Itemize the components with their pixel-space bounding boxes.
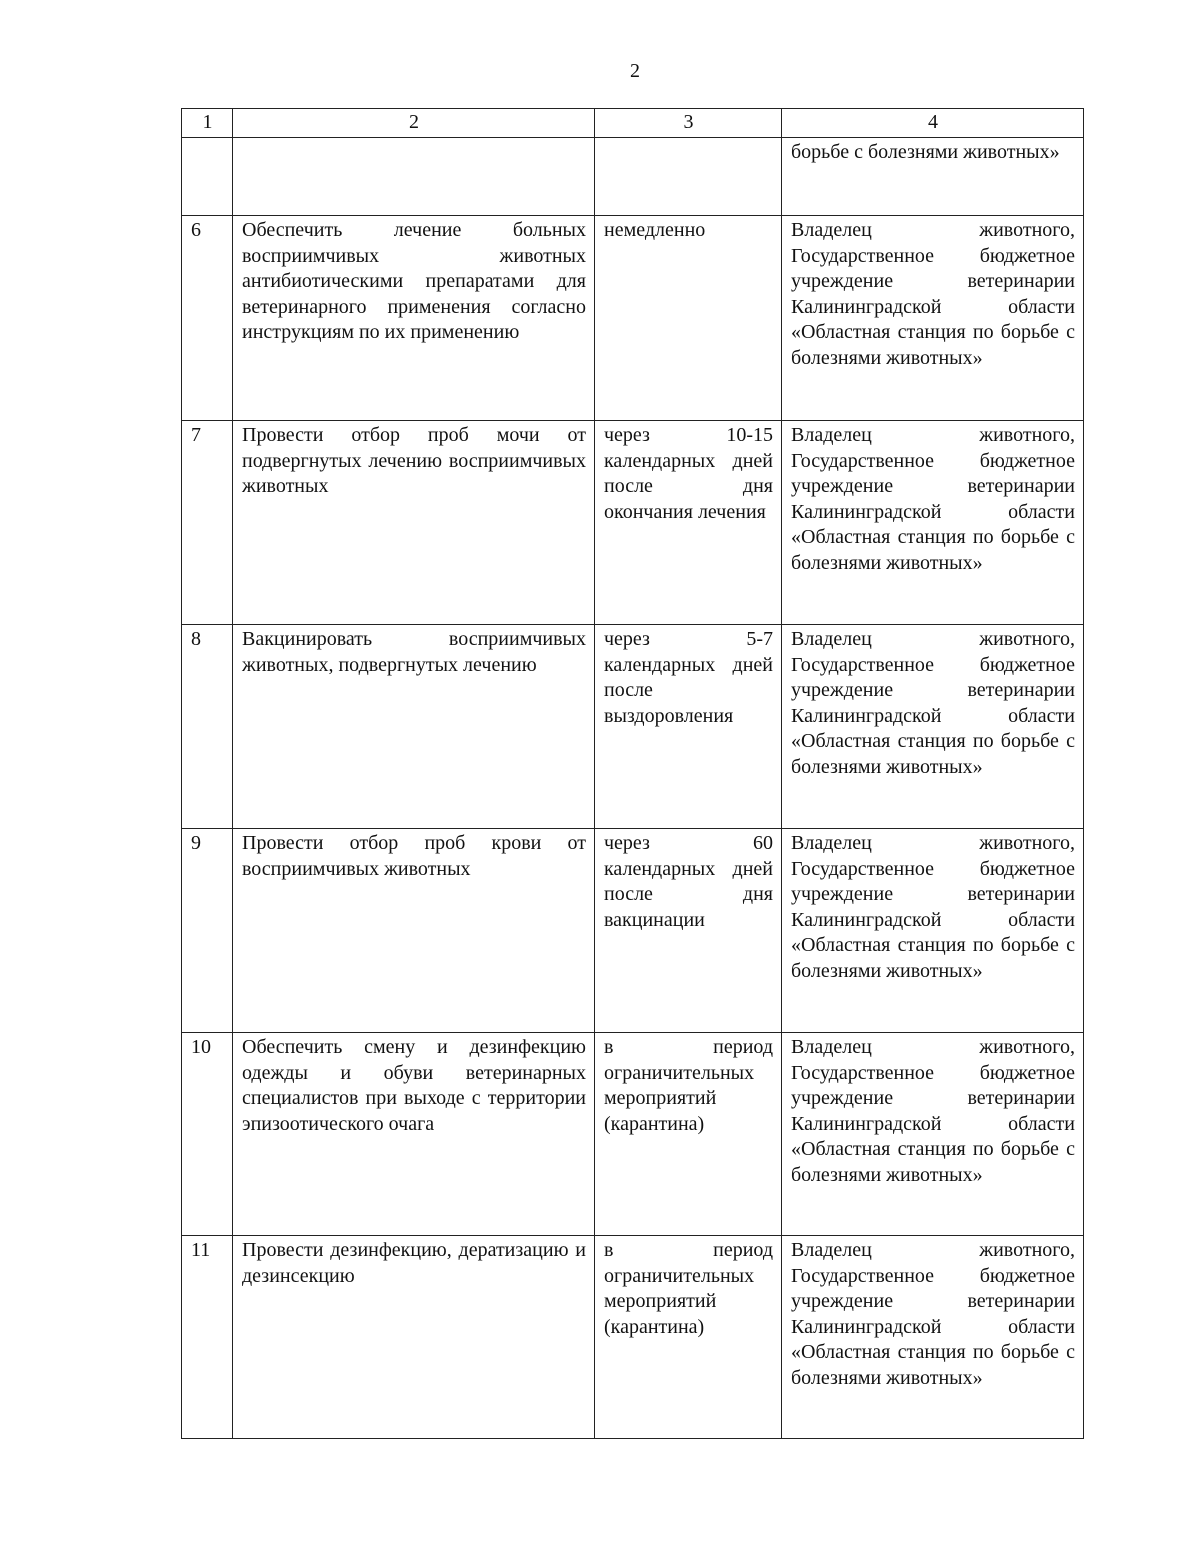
table-row — [182, 1033, 1084, 1236]
row-term: через 60 календарных дней после дня вакцинации — [595, 829, 782, 1033]
column-header-4: 4 — [782, 109, 1084, 138]
row-number: 11 — [182, 1236, 233, 1439]
row-action: Провести отбор проб крови от восприимчивых животных — [233, 829, 595, 1033]
row-responsible: Владелец животного, Государственное бюджетное учреждение ветеринарии Калининградской области «Областная станция по борьбе с болезнями животных» — [782, 829, 1084, 1033]
column-header-3: 3 — [595, 109, 782, 138]
row-action: Провести отбор проб мочи от подвергнутых лечению восприимчивых животных — [233, 421, 595, 625]
row-term: через 10-15 календарных дней после дня окончания лечения — [595, 421, 782, 625]
row-term: через 5-7 календарных дней после выздоровления — [595, 625, 782, 829]
row-responsible: Владелец животного, Государственное бюджетное учреждение ветеринарии Калининградской области «Областная станция по борьбе с болезнями животных» — [782, 1033, 1084, 1236]
table-row — [182, 216, 1084, 421]
row-action: Обеспечить лечение больных восприимчивых животных антибиотическими препаратами для ветеринарного применения согласно инструкциям по их применению — [233, 216, 595, 421]
row-action: Вакцинировать восприимчивых животных, подвергнутых лечению — [233, 625, 595, 829]
row-term: немедленно — [595, 216, 782, 421]
row-responsible: Владелец животного, Государственное бюджетное учреждение ветеринарии Калининградской области «Областная станция по борьбе с болезнями животных» — [782, 625, 1084, 829]
row-number: 7 — [182, 421, 233, 625]
row-number: 6 — [182, 216, 233, 421]
row-number: 10 — [182, 1033, 233, 1236]
column-header-1: 1 — [182, 109, 233, 138]
table-row — [182, 625, 1084, 829]
row-term — [595, 138, 782, 216]
row-term: в период ограничительных мероприятий (карантина) — [595, 1033, 782, 1236]
row-number: 8 — [182, 625, 233, 829]
row-action: Провести дезинфекцию, дератизацию и дезинсекцию — [233, 1236, 595, 1439]
page-number: 2 — [630, 60, 640, 82]
column-header-2: 2 — [233, 109, 595, 138]
row-number: 9 — [182, 829, 233, 1033]
measures-table — [181, 108, 1084, 1439]
row-responsible: Владелец животного, Государственное бюджетное учреждение ветеринарии Калининградской области «Областная станция по борьбе с болезнями животных» — [782, 216, 1084, 421]
table-row — [182, 421, 1084, 625]
row-action: Обеспечить смену и дезинфекцию одежды и обуви ветеринарных специалистов при выходе с территории эпизоотического очага — [233, 1033, 595, 1236]
row-term: в период ограничительных мероприятий (карантина) — [595, 1236, 782, 1439]
table-header-row — [182, 109, 1084, 138]
row-responsible: Владелец животного, Государственное бюджетное учреждение ветеринарии Калининградской области «Областная станция по борьбе с болезнями животных» — [782, 1236, 1084, 1439]
table-row — [182, 138, 1084, 216]
row-action — [233, 138, 595, 216]
table-row — [182, 1236, 1084, 1439]
row-responsible: борьбе с болезнями животных» — [782, 138, 1084, 216]
table-row — [182, 829, 1084, 1033]
row-number — [182, 138, 233, 216]
row-responsible: Владелец животного, Государственное бюджетное учреждение ветеринарии Калининградской области «Областная станция по борьбе с болезнями животных» — [782, 421, 1084, 625]
